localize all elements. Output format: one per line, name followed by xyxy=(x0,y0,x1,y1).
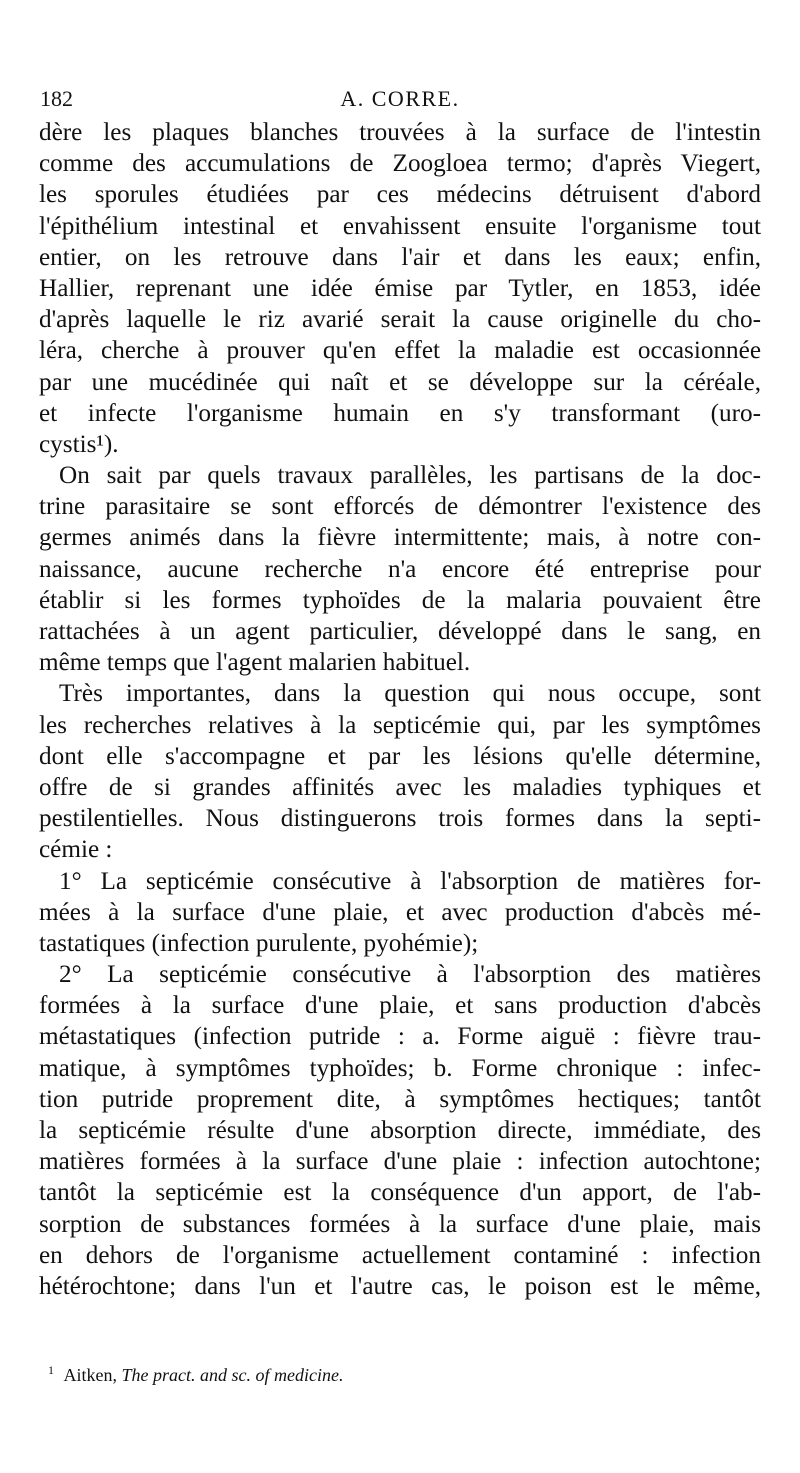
text-line: dère les plaques blanches trouvées à la surface de l'intestin xyxy=(39,119,761,146)
text-line: métastatiques (infection putride : a. Forme aiguë : fièvre trau- xyxy=(39,1023,761,1051)
text-line: tantôt la septicémie est la conséquence d'un apport, de l'ab- xyxy=(39,1179,761,1207)
text-line: établir si les formes typhoïdes de la malaria pouvaient être xyxy=(39,586,761,614)
footnote-mark: 1 xyxy=(48,1363,54,1377)
text-line: Hallier, reprenant une idée émise par Tytler, en 1853, idée xyxy=(39,274,761,302)
text-line: hétérochtone; dans l'un et l'autre cas, le poison est le même, xyxy=(39,1272,761,1300)
text-line: par une mucédinée qui naît et se développe sur la céréale, xyxy=(39,368,761,396)
text-line: trine parasitaire se sont efforcés de démontrer l'existence des xyxy=(39,493,761,521)
text-line: 2° La septicémie consécutive à l'absorption des matières xyxy=(59,961,761,989)
text-line: cémie : xyxy=(39,836,113,864)
running-head: A. CORRE. xyxy=(340,86,460,111)
text-line: naissance, aucune recherche n'a encore été entreprise pour xyxy=(39,555,761,583)
page-header xyxy=(40,86,760,116)
text-line: d'après laquelle le riz avarié serait la cause originelle du cho- xyxy=(39,306,761,334)
text-line: en dehors de l'organisme actuellement contaminé : infection xyxy=(39,1241,761,1269)
text-line: la septicémie résulte d'une absorption directe, immédiate, des xyxy=(39,1117,761,1144)
page-number: 182 xyxy=(40,86,73,111)
text-line: entier, on les retrouve dans l'air et dans les eaux; enfin, xyxy=(39,243,761,271)
text-line: matique, à symptômes typhoïdes; b. Forme chronique : infec- xyxy=(39,1054,761,1082)
text-line: germes animés dans la fièvre intermittente; mais, à notre con- xyxy=(39,524,761,552)
text-line: tion putride proprement dite, à symptômes hectiques; tantôt xyxy=(39,1085,761,1113)
body-text xyxy=(39,117,761,1302)
text-line: et infecte l'organisme humain en s'y transformant (uro- xyxy=(39,399,761,427)
text-line: sorption de substances formées à la surface d'une plaie, mais xyxy=(39,1210,761,1238)
text-line: rattachées à un agent particulier, développé dans le sang, en xyxy=(39,618,761,645)
text-line: comme des accumulations de Zoogloea termo; d'après Viegert, xyxy=(39,150,761,178)
footnote-author: Aitken, xyxy=(63,1365,118,1385)
text-line: cystis¹). xyxy=(39,430,119,458)
text-line: léra, cherche à prouver qu'en effet la maladie est occasionnée xyxy=(39,337,761,365)
text-line: pestilentielles. Nous distinguerons trois formes dans la septi- xyxy=(39,805,761,833)
footnote-title: The pract. and sc. of medicine. xyxy=(121,1365,344,1385)
text-line: matières formées à la surface d'une plaie : infection autochtone; xyxy=(39,1148,761,1176)
text-line: offre de si grandes affinités avec les maladies typhiques et xyxy=(39,773,761,801)
text-line: l'épithélium intestinal et envahissent ensuite l'organisme tout xyxy=(39,212,761,240)
text-line: mées à la surface d'une plaie, et avec production d'abcès mé- xyxy=(39,898,761,926)
footnote xyxy=(48,1363,343,1386)
text-line: 1° La septicémie consécutive à l'absorption de matières for- xyxy=(59,867,761,895)
text-line: les recherches relatives à la septicémie qui, par les symptômes xyxy=(39,711,761,739)
text-line: tastatiques (infection purulente, pyohémie); xyxy=(39,929,479,957)
text-line: formées à la surface d'une plaie, et sans production d'abcès xyxy=(39,992,761,1020)
text-line: les sporules étudiées par ces médecins détruisent d'abord xyxy=(39,181,761,209)
text-line: dont elle s'accompagne et par les lésions qu'elle détermine, xyxy=(39,742,761,770)
text-line: On sait par quels travaux parallèles, les partisans de la doc- xyxy=(59,462,761,490)
text-line: Très importantes, dans la question qui nous occupe, sont xyxy=(59,680,761,708)
text-line: même temps que l'agent malarien habituel. xyxy=(39,649,471,677)
